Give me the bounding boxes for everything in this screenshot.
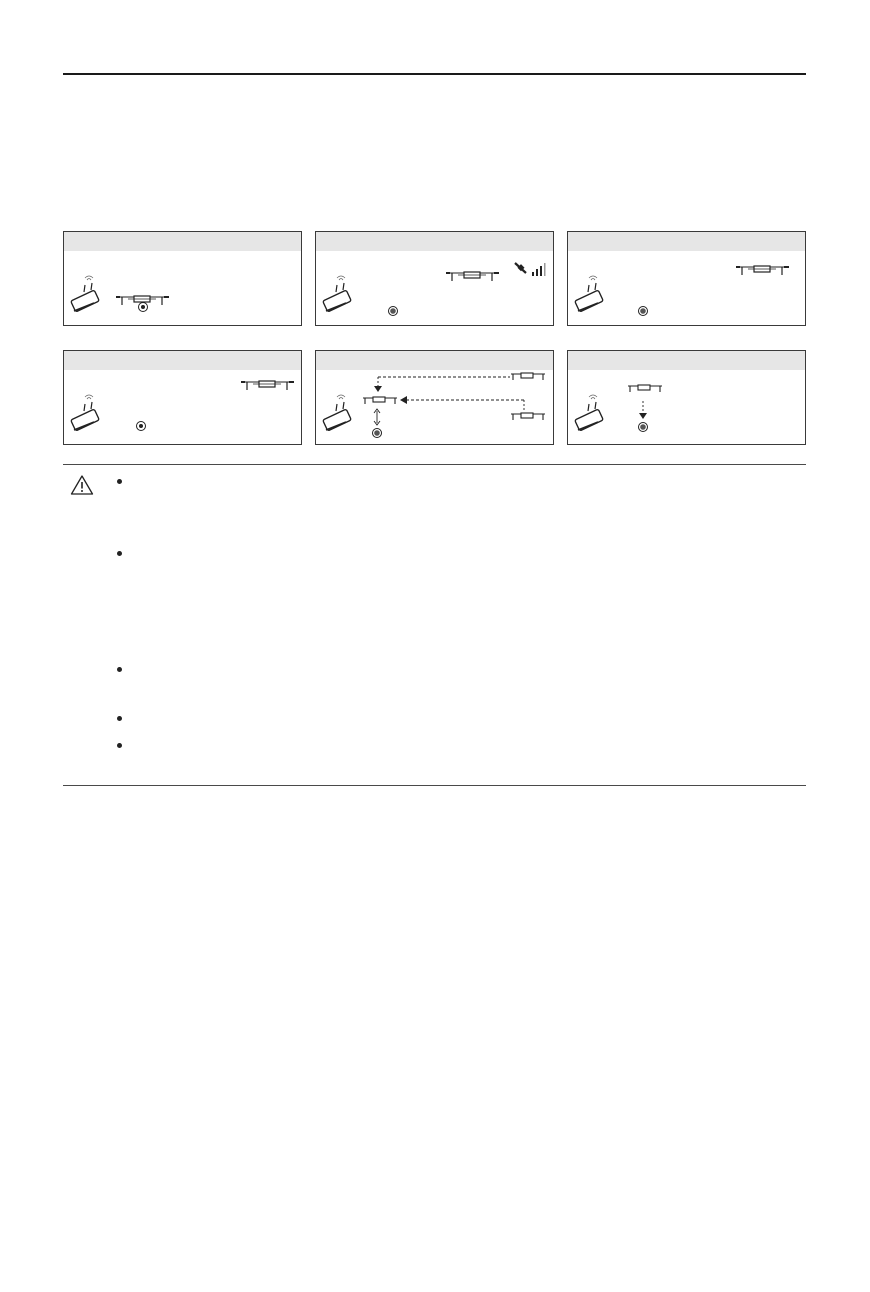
home-point-icon <box>639 423 648 432</box>
footer-rule <box>63 785 806 786</box>
drone-icon <box>511 413 545 420</box>
warning-icon <box>70 474 94 496</box>
diagram-panel-3 <box>567 231 806 326</box>
notes-top-rule <box>63 464 806 465</box>
note-bullet-1 <box>117 479 122 484</box>
diagram-panel-6 <box>567 350 806 445</box>
home-point-icon <box>139 303 148 312</box>
diagram-panel-5 <box>315 350 554 445</box>
note-bullet-2 <box>117 551 122 556</box>
diagram-panel-1 <box>63 231 302 326</box>
landing-arrow-icon <box>639 401 647 419</box>
home-point-icon <box>373 429 382 438</box>
home-point-icon <box>389 307 398 316</box>
note-bullet-4 <box>117 716 122 721</box>
remote-controller-icon <box>323 276 352 312</box>
gps-signal-icon <box>515 263 546 276</box>
drone-icon <box>628 385 662 392</box>
return-path-arrow-icon <box>374 377 524 425</box>
drone-icon <box>241 381 294 390</box>
remote-controller-icon <box>71 395 100 431</box>
drone-icon <box>511 373 545 380</box>
home-point-icon <box>137 422 146 431</box>
remote-controller-icon <box>575 276 604 312</box>
header-rule <box>63 73 806 75</box>
drone-icon <box>446 272 499 281</box>
diagram-panel-2 <box>315 231 554 326</box>
drone-icon <box>736 266 789 275</box>
note-bullet-3 <box>117 667 122 672</box>
note-bullet-5 <box>117 743 122 748</box>
drone-icon <box>363 397 397 404</box>
remote-controller-icon <box>323 395 352 431</box>
remote-controller-icon <box>71 276 100 312</box>
diagram-panel-4 <box>63 350 302 445</box>
remote-controller-icon <box>575 395 604 431</box>
home-point-icon <box>639 307 648 316</box>
